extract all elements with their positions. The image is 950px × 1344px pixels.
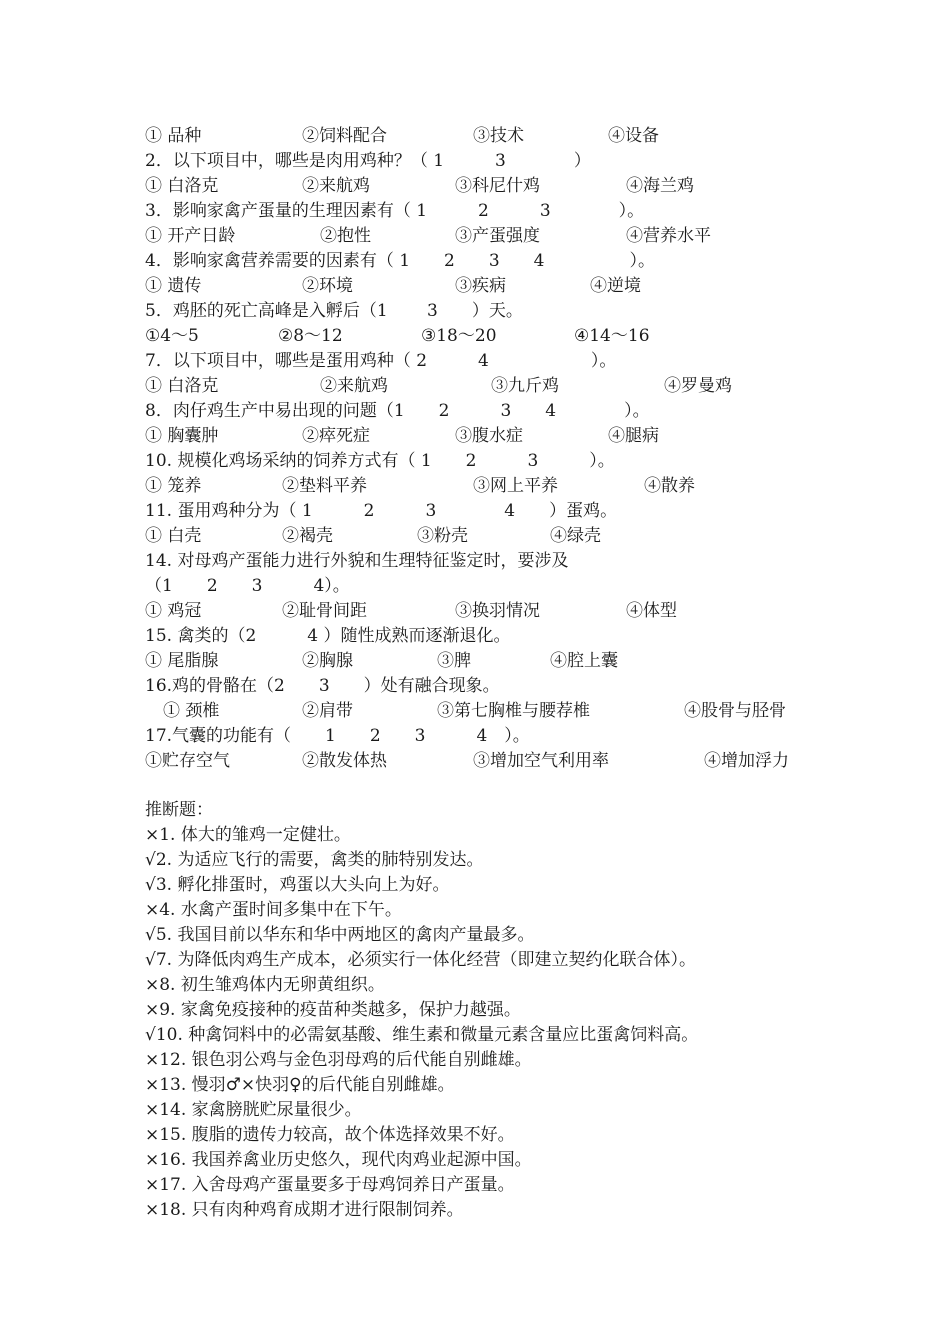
option: ④散养 <box>644 476 695 496</box>
option: ③脾 <box>437 651 471 671</box>
option: ③粉壳 <box>417 526 468 546</box>
question-line: 16.鸡的骨骼在（2 3 ）处有融合现象。 <box>145 676 500 696</box>
option: ③科尼什鸡 <box>455 176 540 196</box>
judgement-item: ×14. 家禽膀胱贮尿量很少。 <box>145 1100 362 1120</box>
judgement-item: √2. 为适应飞行的需要，禽类的肺特别发达。 <box>145 850 484 870</box>
option: ②胸腺 <box>302 651 353 671</box>
option: ②肩带 <box>302 701 353 721</box>
option: ④绿壳 <box>550 526 601 546</box>
option: ① 遗传 <box>145 276 202 296</box>
judgement-item: √3. 孵化排蛋时，鸡蛋以大头向上为好。 <box>145 875 450 895</box>
option: ③换羽情况 <box>455 601 540 621</box>
judgement-item: ×8. 初生雏鸡体内无卵黄组织。 <box>145 975 385 995</box>
question-line: 10. 规模化鸡场采纳的饲养方式有（ 1 2 3 ）。 <box>145 451 615 471</box>
option: ① 白壳 <box>145 526 202 546</box>
option: ②耻骨间距 <box>282 601 367 621</box>
option: ① 尾脂腺 <box>145 651 219 671</box>
option: ①贮存空气 <box>145 751 230 771</box>
option: ②8～12 <box>278 326 343 346</box>
option: ③增加空气利用率 <box>473 751 609 771</box>
option: ①4～5 <box>145 326 199 346</box>
section-heading: 推断题： <box>145 800 213 820</box>
judgement-item: ×1. 体大的雏鸡一定健壮。 <box>145 825 351 845</box>
option: ④增加浮力 <box>704 751 789 771</box>
question-line: 7．以下项目中，哪些是蛋用鸡种（ 2 4 ）。 <box>145 351 617 371</box>
option: ③产蛋强度 <box>455 226 540 246</box>
option: ④14～16 <box>574 326 650 346</box>
option: ②环境 <box>302 276 353 296</box>
judgement-item: ×17. 入舍母鸡产蛋量要多于母鸡饲养日产蛋量。 <box>145 1175 515 1195</box>
option: ④营养水平 <box>626 226 711 246</box>
question-line: 3．影响家禽产蛋量的生理因素有（ 1 2 3 ）。 <box>145 201 645 221</box>
option: ②垫料平养 <box>282 476 367 496</box>
question-line: （1 2 3 4）。 <box>145 576 350 596</box>
option: ③技术 <box>473 126 524 146</box>
option: ① 白洛克 <box>145 376 219 396</box>
option: ③九斤鸡 <box>491 376 559 396</box>
option: ②来航鸡 <box>320 376 388 396</box>
option: ① 鸡冠 <box>145 601 202 621</box>
question-line: 8．肉仔鸡生产中易出现的问题（1 2 3 4 ）。 <box>145 401 650 421</box>
option: ① 开产日龄 <box>145 226 236 246</box>
question-line: 5．鸡胚的死亡高峰是入孵后（1 3 ）天。 <box>145 301 523 321</box>
option: ②饲料配合 <box>302 126 387 146</box>
option: ④股骨与胫骨 <box>684 701 786 721</box>
judgement-item: ×13. 慢羽♂×快羽♀的后代能自别雌雄。 <box>145 1075 455 1095</box>
judgement-item: ×16. 我国养禽业历史悠久，现代肉鸡业起源中国。 <box>145 1150 532 1170</box>
option: ③网上平养 <box>473 476 558 496</box>
judgement-item: ×15. 腹脂的遗传力较高，故个体选择效果不好。 <box>145 1125 515 1145</box>
judgement-item: √10. 种禽饲料中的必需氨基酸、维生素和微量元素含量应比蛋禽饲料高。 <box>145 1025 699 1045</box>
option: ③18～20 <box>421 326 497 346</box>
option: ④腔上囊 <box>550 651 618 671</box>
judgement-item: ×9. 家禽免疫接种的疫苗种类越多，保护力越强。 <box>145 1000 521 1020</box>
question-line: 2．以下项目中，哪些是肉用鸡种？（ 1 3 ） <box>145 151 591 171</box>
question-line: 17.气囊的功能有（ 1 2 3 4 ）。 <box>145 726 530 746</box>
option: ②抱性 <box>320 226 371 246</box>
judgement-item: ×4. 水禽产蛋时间多集中在下午。 <box>145 900 402 920</box>
option: ②来航鸡 <box>302 176 370 196</box>
judgement-item: ×18. 只有肉种鸡育成期才进行限制饲养。 <box>145 1200 464 1220</box>
option: ① 白洛克 <box>145 176 219 196</box>
option: ③疾病 <box>455 276 506 296</box>
option: ① 颈椎 <box>163 701 220 721</box>
question-line: 14. 对母鸡产蛋能力进行外貌和生理特征鉴定时，要涉及 <box>145 551 569 571</box>
option: ④海兰鸡 <box>626 176 694 196</box>
option: ③第七胸椎与腰荐椎 <box>437 701 590 721</box>
judgement-item: ×12. 银色羽公鸡与金色羽母鸡的后代能自别雌雄。 <box>145 1050 532 1070</box>
option: ②瘁死症 <box>302 426 370 446</box>
judgement-item: √7. 为降低肉鸡生产成本，必须实行一体化经营（即建立契约化联合体）。 <box>145 950 696 970</box>
option: ④罗曼鸡 <box>664 376 732 396</box>
option: ④逆境 <box>590 276 641 296</box>
judgement-item: √5. 我国目前以华东和华中两地区的禽肉产量最多。 <box>145 925 535 945</box>
option: ④体型 <box>626 601 677 621</box>
option: ① 胸囊肿 <box>145 426 219 446</box>
question-line: 11. 蛋用鸡种分为（ 1 2 3 4 ）蛋鸡。 <box>145 501 618 521</box>
option: ④腿病 <box>608 426 659 446</box>
option: ① 笼养 <box>145 476 202 496</box>
option: ① 品种 <box>145 126 202 146</box>
option: ②褐壳 <box>282 526 333 546</box>
option: ④设备 <box>608 126 659 146</box>
option: ③腹水症 <box>455 426 523 446</box>
option: ②散发体热 <box>302 751 387 771</box>
question-line: 4．影响家禽营养需要的因素有（ 1 2 3 4 ）。 <box>145 251 655 271</box>
question-line: 15. 禽类的（2 4 ）随性成熟而逐渐退化。 <box>145 626 511 646</box>
